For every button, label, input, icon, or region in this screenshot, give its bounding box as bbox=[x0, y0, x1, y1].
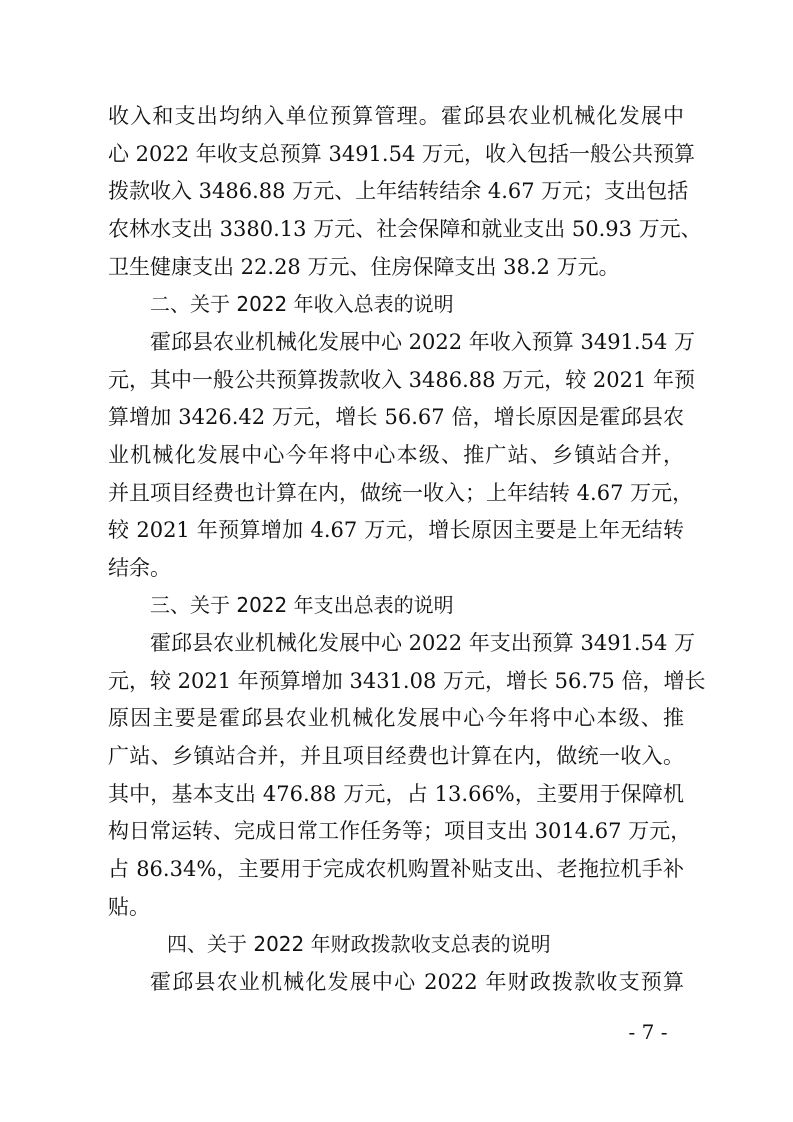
body-text-line: 构日常运转、完成日常工作任务等；项目支出 3014.67 万元， bbox=[108, 819, 692, 843]
body-text-line: 心 2022 年收支总预算 3491.54 万元，收入包括一般公共预算 bbox=[108, 142, 695, 166]
body-text-line: 农林水支出 3380.13 万元、社会保障和就业支出 50.93 万元、 bbox=[108, 217, 702, 241]
body-text-line: 算增加 3426.42 万元，增长 56.67 倍，增长原因是霍邱县农 bbox=[108, 405, 684, 429]
section-heading-3: 三、关于 2022 年支出总表的说明 bbox=[150, 593, 454, 617]
section-heading-4: 四、关于 2022 年财政拨款收支总表的说明 bbox=[167, 932, 551, 956]
body-text-line: 原因主要是霍邱县农业机械化发展中心今年将中心本级、推 bbox=[108, 706, 684, 730]
body-text-line: 元，较 2021 年预算增加 3431.08 万元，增长 56.75 倍，增长 bbox=[108, 669, 706, 693]
body-text-line: 霍邱县农业机械化发展中心 2022 年收入预算 3491.54 万 bbox=[150, 330, 695, 354]
body-text-line: 其中，基本支出 476.88 万元，占 13.66%，主要用于保障机 bbox=[108, 782, 684, 806]
section-heading-2: 二、关于 2022 年收入总表的说明 bbox=[150, 292, 454, 316]
page-number: - 7 - bbox=[628, 1020, 668, 1044]
body-text-line: 占 86.34%，主要用于完成农机购置补贴支出、老拖拉机手补 bbox=[108, 857, 684, 881]
body-text-line: 收入和支出均纳入单位预算管理。霍邱县农业机械化发展中 bbox=[108, 104, 684, 128]
body-text-line: 并且项目经费也计算在内，做统一收入；上年结转 4.67 万元， bbox=[108, 481, 694, 505]
body-text-line: 元，其中一般公共预算拨款收入 3486.88 万元，较 2021 年预 bbox=[108, 368, 695, 392]
body-text-line: 业机械化发展中心今年将中心本级、推广站、乡镇站合并， bbox=[108, 443, 684, 467]
body-text-line: 拨款收入 3486.88 万元、上年结转结余 4.67 万元；支出包括 bbox=[108, 179, 689, 203]
body-text-line: 较 2021 年预算增加 4.67 万元，增长原因主要是上年无结转 bbox=[108, 518, 684, 542]
body-text-line: 广站、乡镇站合并，并且项目经费也计算在内，做统一收入。 bbox=[108, 744, 684, 768]
body-text-line: 结余。 bbox=[108, 556, 171, 580]
body-text-line: 卫生健康支出 22.28 万元、住房保障支出 38.2 万元。 bbox=[108, 255, 620, 279]
body-text-line: 贴。 bbox=[108, 895, 150, 919]
body-text-line: 霍邱县农业机械化发展中心 2022 年财政拨款收支预算 bbox=[150, 970, 684, 994]
body-text-line: 霍邱县农业机械化发展中心 2022 年支出预算 3491.54 万 bbox=[150, 631, 695, 655]
